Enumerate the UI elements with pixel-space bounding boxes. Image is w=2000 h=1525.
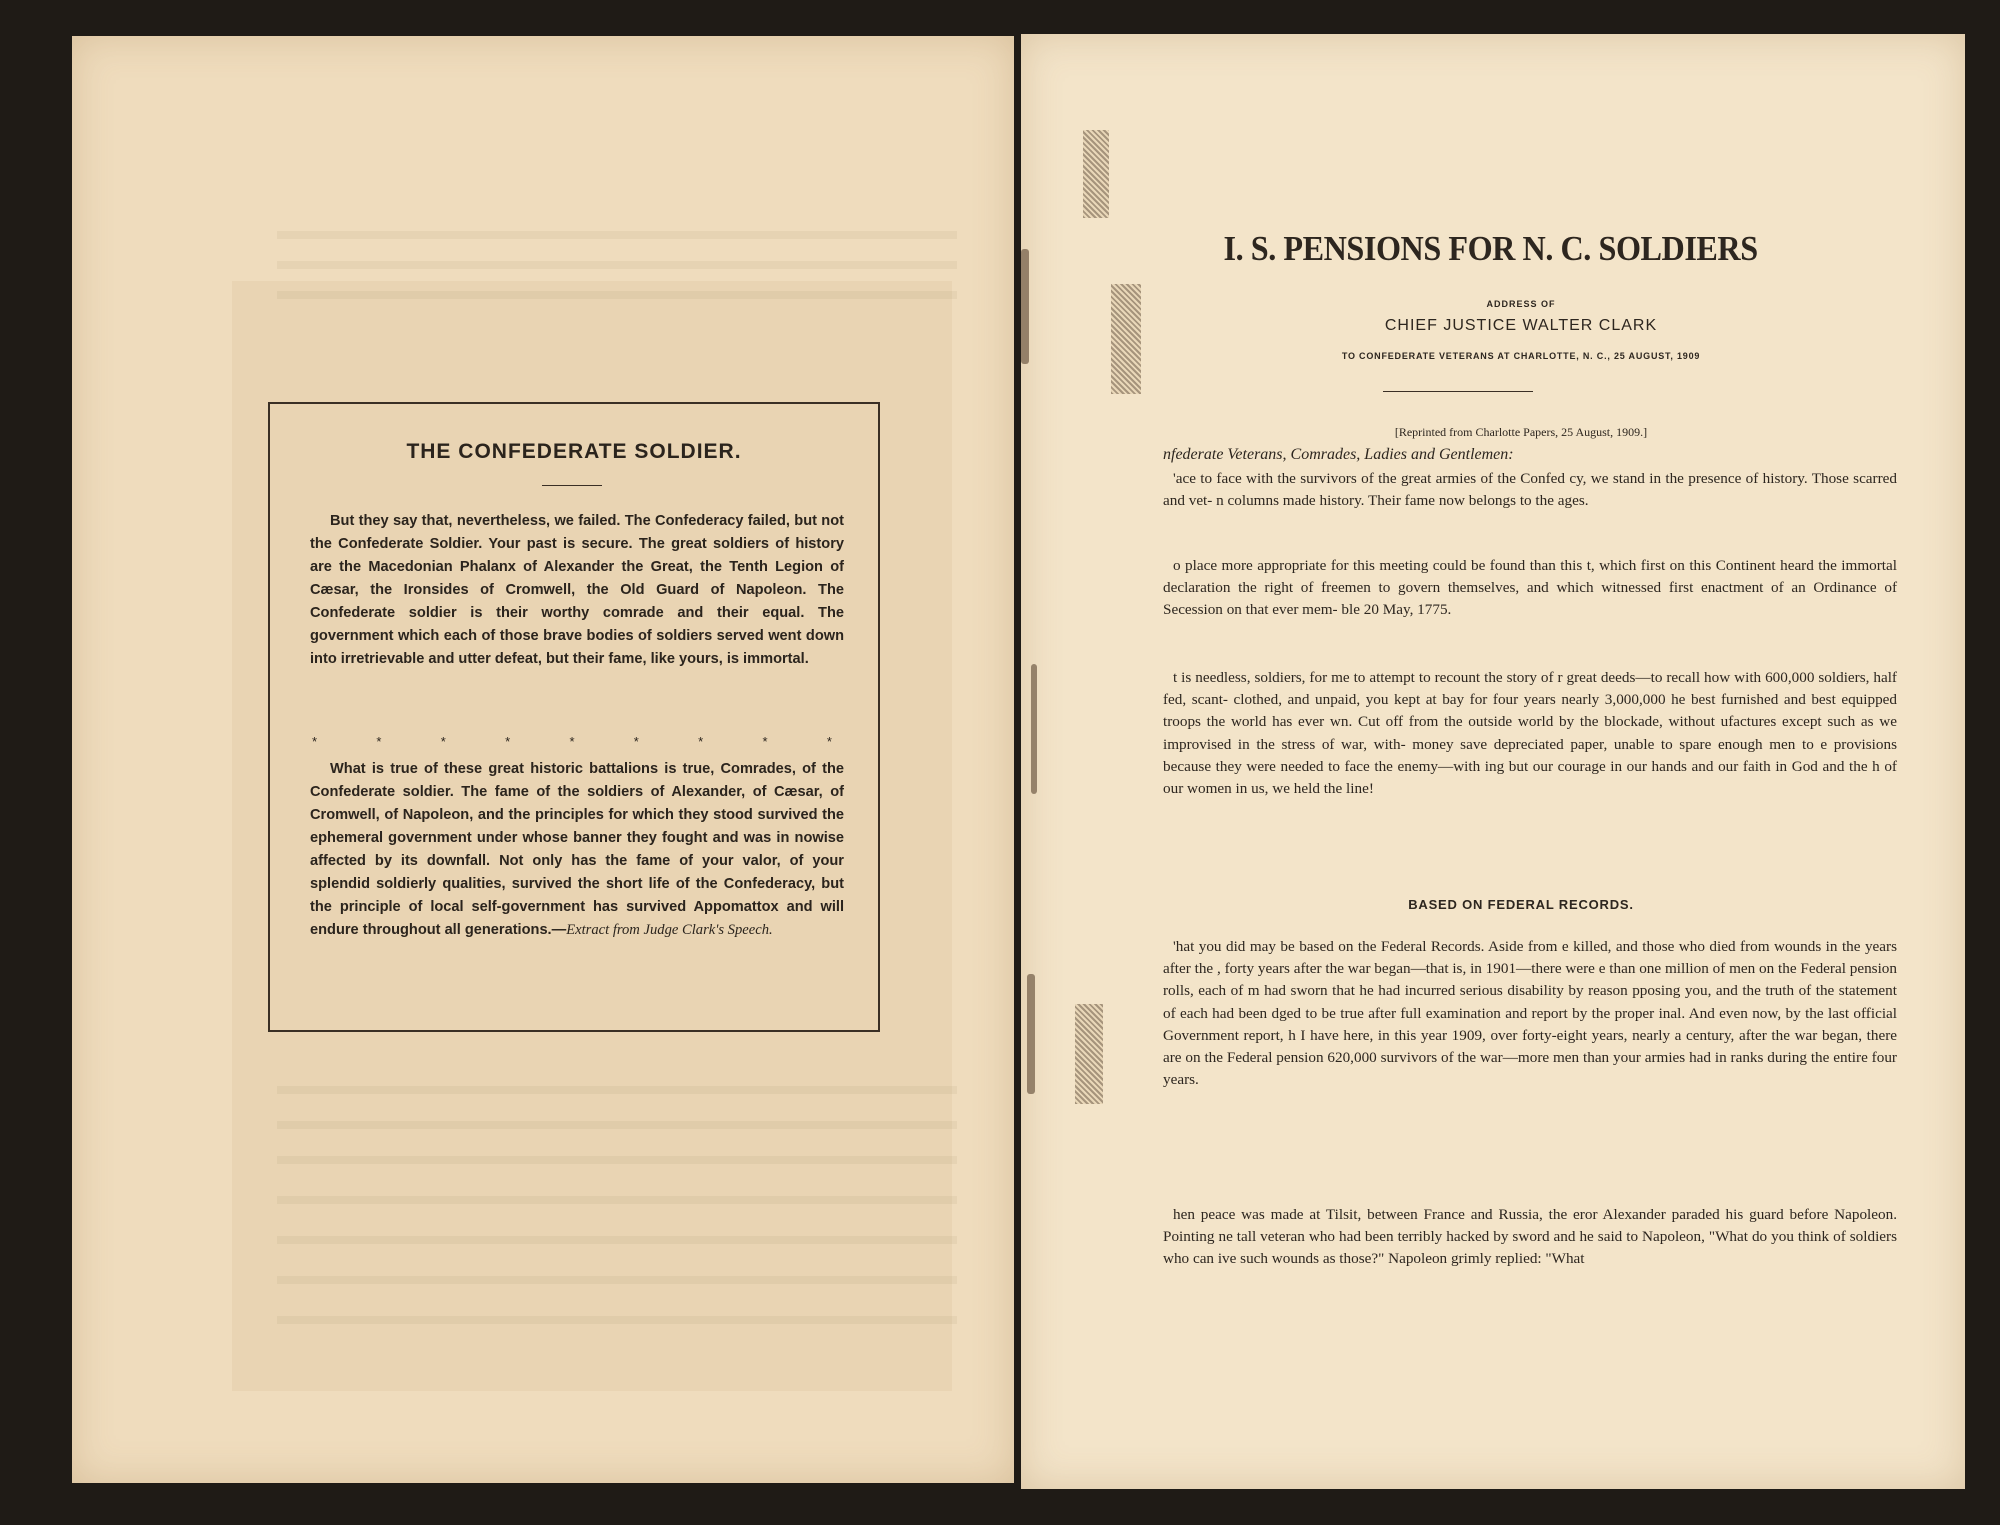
paper-stain (1111, 284, 1141, 394)
star-separator (312, 734, 832, 749)
left-page (72, 36, 1014, 1483)
source-attribution: Extract from Judge Clark's Speech. (566, 922, 773, 938)
box-title: THE CONFEDERATE SOLDIER. (406, 440, 742, 463)
quote-box (268, 402, 880, 1032)
reprint-note: [Reprinted from Charlotte Papers, 25 August, 1909.] (1394, 425, 1648, 439)
box-paragraph-1: But they say that, nevertheless, we failed. The Confederacy failed, but not the Confederate Soldier. Your past is secure. The great soldiers of history are the Macedonian Phalanx of Alexander the Great, the Tenth Legion of Cæsar, the Ironsides of Cromwell, the Old Guard of Napoleon. The Confederate soldier is their worthy comrade and their equal. The government which each of those brave bodies of soldiers served went down into irretrievable and utter defeat, but their fame, like yours, is immortal. (310, 513, 844, 667)
page-title: I. S. PENSIONS FOR N. C. SOLDIERS (1223, 229, 1758, 268)
body-paragraph-3: t is needless, soldiers, for me to attempt to recount the story of r great deeds—to recall how with 600,000 soldiers, half fed, scant- clothed, and unpaid, you kept at bay for four years nearly 3,000,000 he best furnished and best equipped troops the world has ever wn. Cut off from the outside world by the blockade, without ufactures except such as we improvised in the stress of war, with- money save depreciated paper, unable to spare enough men to e provisions because they were needed to face the enemy—with ing but our courage in our hands and our faith in God and the h of our women in us, we held the line! (1163, 669, 1897, 798)
star: * (312, 734, 318, 749)
spine-damage (1021, 249, 1029, 364)
salutation: nfederate Veterans, Comrades, Ladies and Gentlemen: (1163, 446, 1514, 463)
box-paragraph-2 (310, 758, 844, 942)
paper-stain (1083, 130, 1109, 218)
bleed-line (277, 261, 957, 269)
body-paragraph-2: o place more appropriate for this meeting could be found than this t, which first on this Continent heard the immortal declaration the right of freemen to govern themselves, and which witnessed first enactment of an Ordinance of Secession on that ever mem- ble 20 May, 1775. (1163, 557, 1897, 619)
body-paragraph-1: 'ace to face with the survivors of the great armies of the Confed cy, we stand in the presence of history. Those scarred and vet- n columns made history. Their fame now belongs to the ages. (1163, 470, 1897, 510)
address-of-label: ADDRESS OF (1486, 299, 1556, 309)
body-paragraph-4: 'hat you did may be based on the Federal Records. Aside from e killed, and those who died from wounds in the years after the , forty years after the war began—that is, in 1901—there were e than one million of men on the Federal pension rolls, each of m had sworn that he had incurred serious disability by reason pposing you, and the truth of the statement of each had been dged to be true after full examination and report by the proper inal. And even now, by the last official Government report, h I have here, in this year 1909, over forty-eight years, nearly a century, after the war began, there are on the Federal pension 620,000 survivors of the war—more men than your armies had in ranks during the entire four years. (1163, 938, 1897, 1089)
spine-damage (1027, 974, 1035, 1094)
occasion-line: TO CONFEDERATE VETERANS AT CHARLOTTE, N. C., 25 AUGUST, 1909 (1341, 351, 1701, 361)
star: * (698, 734, 704, 749)
title-rule (542, 485, 602, 486)
bleed-line (277, 1236, 957, 1244)
bleed-line (277, 1121, 957, 1129)
author-name: CHIEF JUSTICE WALTER CLARK (1384, 317, 1658, 334)
star: * (569, 734, 575, 749)
bleed-line (277, 1086, 957, 1094)
paper-stain (1075, 1004, 1103, 1104)
bleed-line (277, 1196, 957, 1204)
body-paragraph-5: hen peace was made at Tilsit, between France and Russia, the eror Alexander paraded his guard before Napoleon. Pointing ne tall veteran who had been terribly hacked by sword and he said to Napoleon, "What do you think of soldiers who can ive such wounds as those?" Napoleon grimly replied: "What (1163, 1206, 1897, 1268)
spine-damage (1031, 664, 1037, 794)
star: * (440, 734, 446, 749)
section-heading: BASED ON FEDERAL RECORDS. (1408, 897, 1634, 912)
star: * (505, 734, 511, 749)
bleed-line (277, 291, 957, 299)
star: * (376, 734, 382, 749)
box-paragraph-2-text: What is true of these great historic battalions is true, Comrades, of the Confederate soldier. The fame of the soldiers of Alexander, of Cæsar, of Cromwell, of Napoleon, and the principles for which they stood survived the ephemeral government under whose banner they fought and was in nowise affected by its downfall. Not only has the fame of your valor, of your splendid soldierly qualities, survived the short life of the Confederacy, but the principle of local self-government has survived Appomattox and will endure throughout all generations.— (310, 761, 844, 938)
title-rule (1383, 391, 1533, 392)
star: * (762, 734, 768, 749)
star: * (633, 734, 639, 749)
bleed-line (277, 1316, 957, 1324)
bleed-line (277, 1276, 957, 1284)
bleed-line (277, 1156, 957, 1164)
star: * (826, 734, 832, 749)
right-page (1021, 34, 1965, 1489)
bleed-line (277, 231, 957, 239)
